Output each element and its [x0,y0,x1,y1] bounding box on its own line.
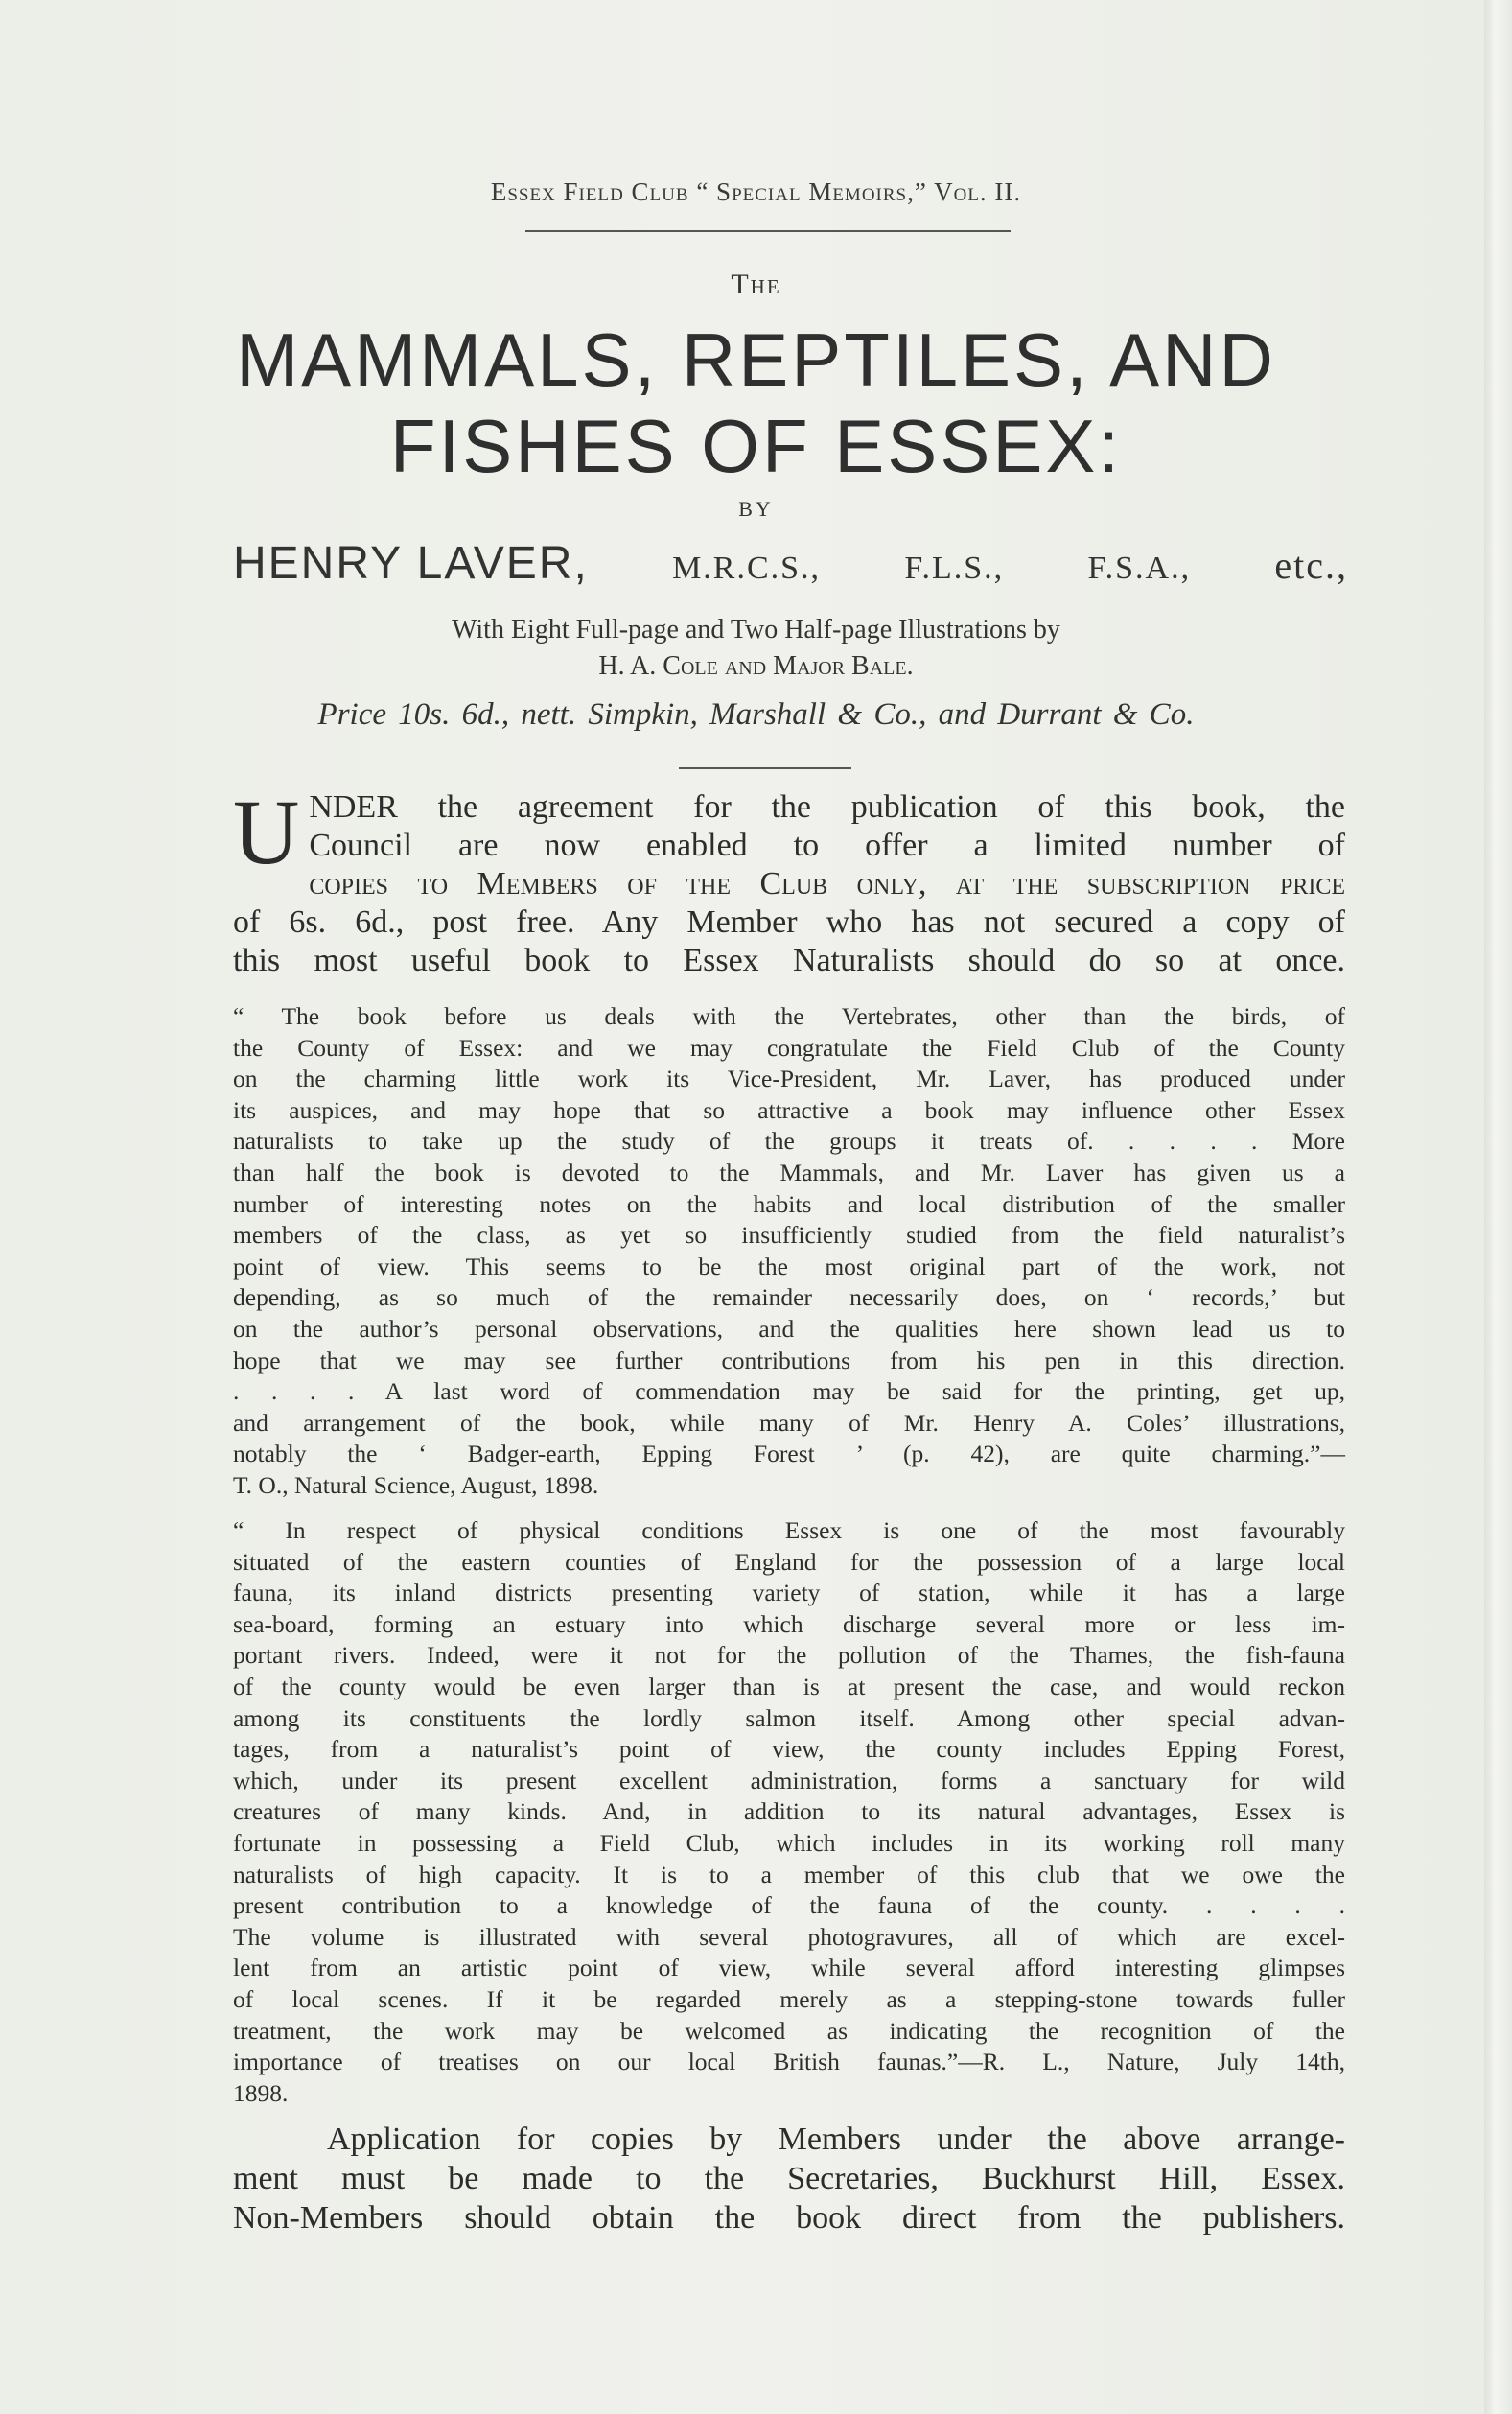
closing-line: Application for copies by Members under the above arrange- [327,2121,1345,2157]
section-rule [679,767,851,769]
quote-line: 1898. [233,2078,289,2107]
book-title [0,316,1512,489]
quote-line: “ In respect of physical conditions Essex is one of the most favourably [233,1516,1345,1544]
price-line: Price 10s. 6d., nett. Simpkin, Marshall & Co., and Durrant & Co. [317,697,1195,732]
intro-line: Council are now enabled to offer a limited number of [309,828,1345,863]
quote-line: “ The book before us deals with the Vertebrates, other than the birds, of [233,1002,1345,1030]
illustrations-line-1: With Eight Full-page and Two Half-page Illustrations by [452,615,1060,645]
quote-line: portant rivers. Indeed, were it not for the pollution of the Thames, the fish-fauna [233,1641,1345,1670]
quote-line: . . . . A last word of commendation may be said for the printing, get up, [233,1377,1345,1406]
quote-line: situated of the eastern counties of England for the possession of a large local [233,1547,1345,1576]
author-line [233,537,1348,590]
quote-line: hope that we may see further contributions from his pen in this direction. [233,1346,1345,1374]
quote-line: fauna, its inland districts presenting variety of station, while it has a large [233,1579,1345,1607]
series-heading: Essex Field Club “ Special Memoirs,” Vol. II. [490,177,1022,206]
quote-line: treatment, the work may be welcomed as indicating the recognition of the [233,2016,1345,2045]
quote-line: of local scenes. If it be regarded merely as a stepping-stone towards fuller [233,1984,1345,2013]
quote-line: and arrangement of the book, while many of Mr. Henry A. Coles’ illustrations, [233,1408,1345,1437]
closing-line: ment must be made to the Secretaries, Buckhurst Hill, Essex. [233,2161,1345,2196]
by-label: BY [738,497,774,521]
author-name: HENRY LAVER, [233,538,589,589]
quote-line: depending, as so much of the remainder necessarily does, on ‘ records,’ but [233,1283,1345,1312]
quote-line: on the charming little work its Vice-President, Mr. Laver, has produced under [233,1065,1345,1093]
book-title-line-1: MAMMALS, REPTILES, AND [236,317,1276,402]
degree-etc: etc., [1274,544,1348,587]
quote-line: importance of treatises on our local British faunas.”—R. L., Nature, July 14th, [233,2048,1345,2076]
illustrations-note [0,612,1512,685]
quote-line: the County of Essex: and we may congratulate the Field Club of the County [233,1033,1345,1062]
quote-line: fortunate in possessing a Field Club, which includes in its working roll many [233,1828,1345,1857]
intro-paragraph [233,781,1345,980]
quote-line: point of view. This seems to be the most original part of the work, not [233,1252,1345,1280]
closing-paragraph [233,2120,1345,2238]
quote-line: The volume is illustrated with several photogravures, all of which are excel- [233,1922,1345,1951]
degree-mrcs: M.R.C.S., [672,551,822,586]
quote-line: creatures of many kinds. And, in addition to its natural advantages, Essex is [233,1797,1345,1826]
intro-line: copies to Members of the Club only, at the subscription price [309,866,1345,902]
quote-line: of the county would be even larger than is at present the case, and would reckon [233,1672,1345,1700]
quote-line: naturalists to take up the study of the groups it treats of. . . . . More [233,1127,1345,1156]
quote-line: among its constituents the lordly salmon itself. Among other special advan- [233,1703,1345,1732]
degree-fls: F.L.S., [904,551,1005,586]
title-article: The [731,269,781,300]
illustrations-line-2: H. A. Cole and Major Bale. [598,651,914,681]
header-rule [525,230,1011,232]
quote-line: present contribution to a knowledge of the fauna of the county. . . . . [233,1891,1345,1920]
quote-line: than half the book is devoted to the Mammals, and Mr. Laver has given us a [233,1158,1345,1186]
degree-fsa: F.S.A., [1087,551,1192,586]
quote-line: tages, from a naturalist’s point of view, the county includes Epping Forest, [233,1735,1345,1764]
quote-line: on the author’s personal observations, and the qualities here shown lead us to [233,1314,1345,1343]
quote-line: which, under its present excellent administration, forms a sanctuary for wild [233,1766,1345,1794]
drop-cap: U [233,781,300,883]
intro-line: this most useful book to Essex Naturalists should do so at once. [233,943,1345,978]
review-quote-natural-science [233,1001,1345,1502]
quote-line: lent from an artistic point of view, while several afford interesting glimpses [233,1954,1345,1982]
intro-line: NDER the agreement for the publication of this book, the [309,789,1345,825]
quote-line: notably the ‘ Badger-earth, Epping Forest ’ (p. 42), are quite charming.”— [233,1440,1345,1468]
book-title-line-2: FISHES OF ESSEX: [389,404,1123,488]
quote-line: number of interesting notes on the habits and local distribution of the smaller [233,1189,1345,1218]
intro-line: of 6s. 6d., post free. Any Member who has not secured a copy of [233,904,1345,940]
quote-line: its auspices, and may hope that so attractive a book may influence other Essex [233,1095,1345,1124]
quote-line: T. O., Natural Science, August, 1898. [233,1470,599,1499]
quote-line: sea-board, forming an estuary into which discharge several more or less im- [233,1609,1345,1638]
review-quote-nature [233,1515,1345,2109]
quote-line: members of the class, as yet so insufficiently studied from the field naturalist’s [233,1221,1345,1250]
quote-line: naturalists of high capacity. It is to a member of this club that we owe the [233,1860,1345,1888]
closing-line: Non-Members should obtain the book direct from the publishers. [233,2200,1345,2236]
